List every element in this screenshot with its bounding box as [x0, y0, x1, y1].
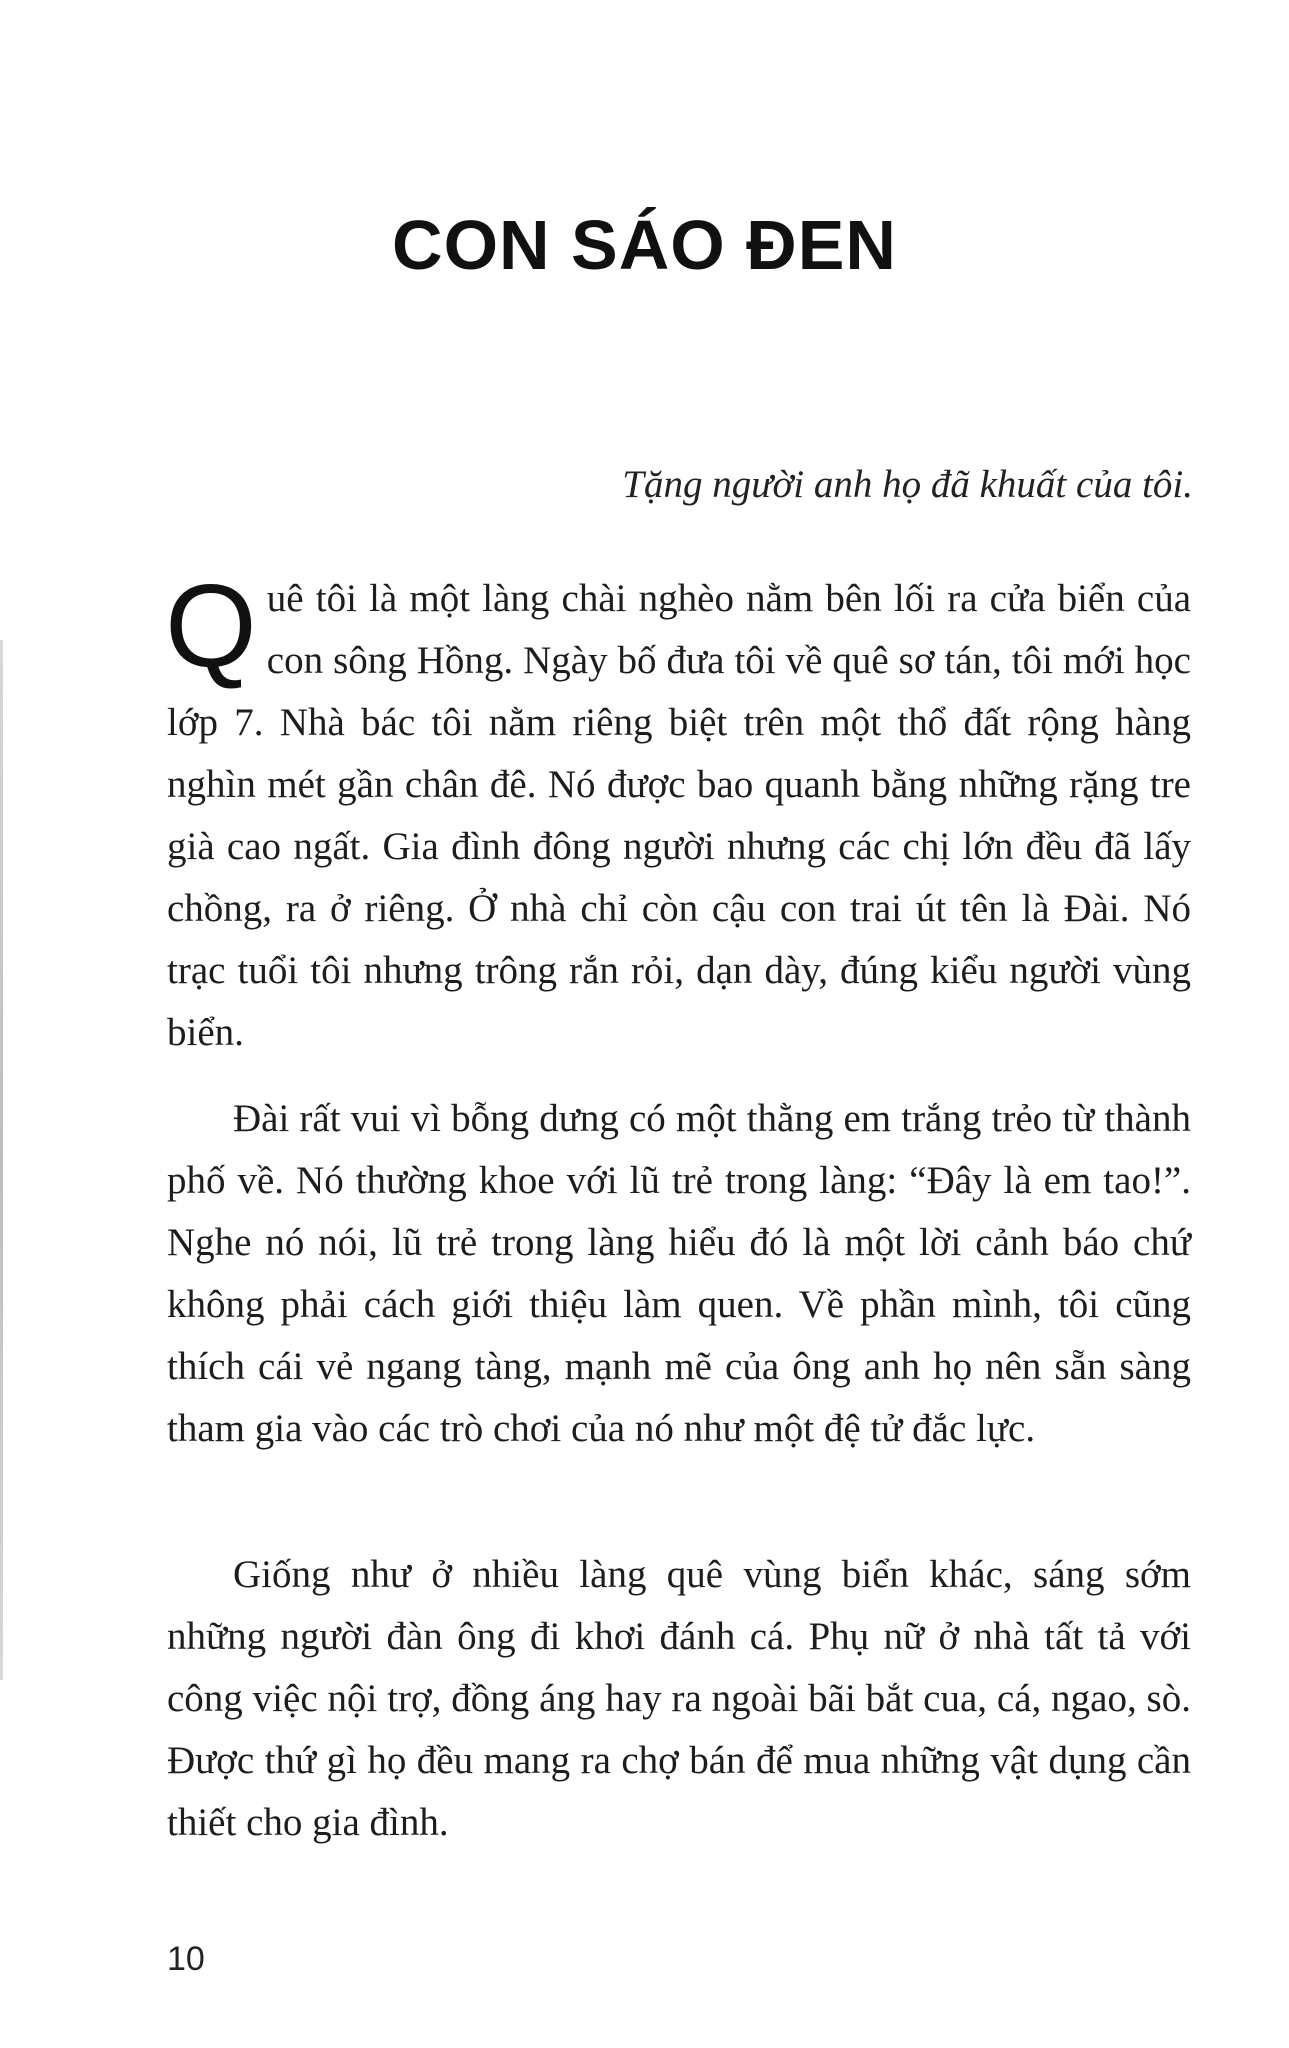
paragraph-2-text: Đài rất vui vì bỗng dưng có một thằng em trắng trẻo từ thành phố về. Nó thường khoe với lũ trẻ trong làng: “Đây là em tao!”. Nghe nó nói, lũ trẻ trong làng hiểu đó là một lời cảnh báo chứ không phải cách giới thiệu làm quen. Về phần mình, tôi cũng thích cái vẻ ngang tàng, mạnh mẽ của ông anh họ nên sẵn sàng tham gia vào các trò chơi của nó như một đệ tử đắc lực.: [167, 1097, 1191, 1450]
dedication: Tặng người anh họ đã khuất của tôi.: [622, 463, 1193, 506]
paragraph-1-text: uê tôi là một làng chài nghèo nằm bên lối ra cửa biển của con sông Hồng. Ngày bố đưa tôi về quê sơ tán, tôi mới học lớp 7. Nhà bác tôi nằm riêng biệt trên một thổ đất rộng hàng nghìn mét gần chân đê. Nó được bao quanh bằng những rặng tre già cao ngất. Gia đình đông người nhưng các chị lớn đều đã lấy chồng, ra ở riêng. Ở nhà chỉ còn cậu con trai út tên là Đài. Nó trạc tuổi tôi nhưng trông rắn rỏi, dạn dày, đúng kiểu người vùng biển.: [167, 577, 1191, 1054]
page-number: 10: [167, 1940, 205, 1978]
paragraph-3-text: Giống như ở nhiều làng quê vùng biển khác, sáng sớm những người đàn ông đi khơi đánh cá. Phụ nữ ở nhà tất tả với công việc nội trợ, đồng áng hay ra ngoài bãi bắt cua, cá, ngao, sò. Được thứ gì họ đều mang ra chợ bán để mua những vật dụng cần thiết cho gia đình.: [167, 1553, 1191, 1844]
paragraph-2: [167, 1088, 1191, 1460]
paragraph-3: [167, 1544, 1191, 1854]
paragraph-1: [165, 560, 1191, 1064]
drop-cap: Q: [165, 560, 257, 692]
page-edge-shadow: [0, 640, 3, 1680]
chapter-title: CON SÁO ĐEN: [392, 206, 897, 284]
